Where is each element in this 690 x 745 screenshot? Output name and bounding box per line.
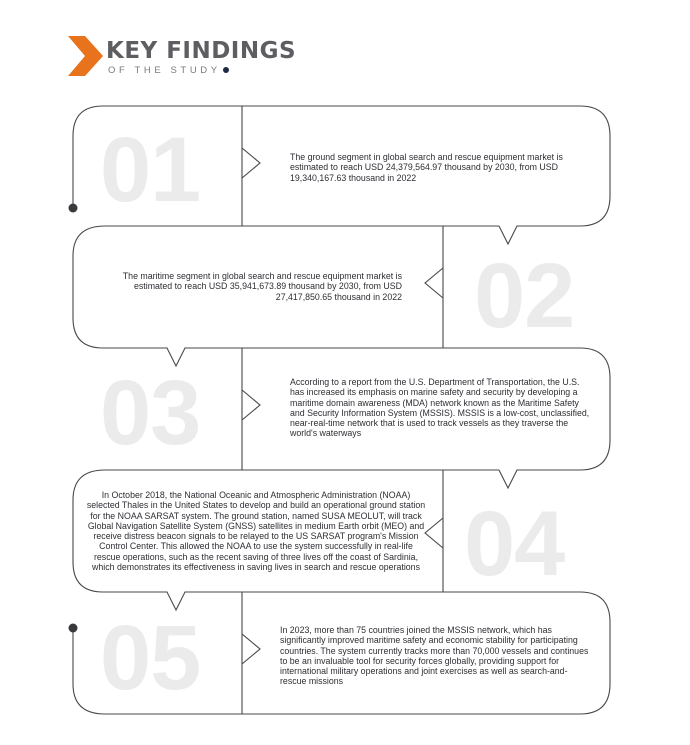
finding-text-2: The maritime segment in global search and rescue equipment market is estimated to reach USD 35,941,673.89 thousand by 2030, from USD 27,417,850.65 thousand in 2022 xyxy=(122,271,402,302)
finding-text-4: In October 2018, the National Oceanic and Atmospheric Administration (NOAA) selected Thales in the United States to develop and build an operational ground station for the NOAA SARSAT system. The ground station, named SUSA MEOLUT, will track Global Navigation Satellite System (GNSS) satellites in medium Earth orbit (MEO) and receive distress beacon signals to be relayed to the US SARSAT program's Mission Control Center. This allowed the NOAA to use the system successfully in real-life rescue operations, such as the recent saving of three lives off the coast of Sardinia, which demonstrates its effectiveness in saving lives in search and rescue operations xyxy=(86,490,426,572)
finding-number-1: 01 xyxy=(100,119,201,221)
finding-number-2: 02 xyxy=(474,245,575,347)
finding-text-1: The ground segment in global search and rescue equipment market is estimated to reach USD 24,379,564.97 thousand by 2030, from USD 19,340,167.63 thousand in 2022 xyxy=(290,152,563,183)
finding-pointer-3 xyxy=(242,390,260,420)
finding-number-4: 04 xyxy=(464,493,565,595)
finding-number-3: 03 xyxy=(100,362,201,464)
finding-pointer-2 xyxy=(425,268,443,298)
finding-pointer-4 xyxy=(425,518,443,548)
timeline-start-dot xyxy=(69,204,78,213)
finding-pointer-5 xyxy=(242,634,260,664)
page-subtitle-text: OF THE STUDY xyxy=(108,65,221,76)
finding-text-5: In 2023, more than 75 countries joined the MSSIS network, which has significantly improved maritime safety and economic stability for participating countries. The system currently tracks more than 70,000 vessels and continues to be an invaluable tool for security forces globally, providing support for international military operations and joint exercises as well as search-and-rescue missions xyxy=(280,625,589,687)
timeline-end-dot xyxy=(69,624,78,633)
finding-number-5: 05 xyxy=(100,607,201,709)
finding-pointer-1 xyxy=(242,148,260,178)
finding-text-3: According to a report from the U.S. Department of Transportation, the U.S. has increased its emphasis on marine safety and security by developing a maritime domain awareness (MDA) network known as the Maritime Safety and Security Information System (MSSIS). MSSIS is a low-cost, unclassified, near-real-time network that is used to track vessels as they traverse the world's waterways xyxy=(290,377,590,439)
page-title: KEY FINDINGS xyxy=(106,38,297,64)
